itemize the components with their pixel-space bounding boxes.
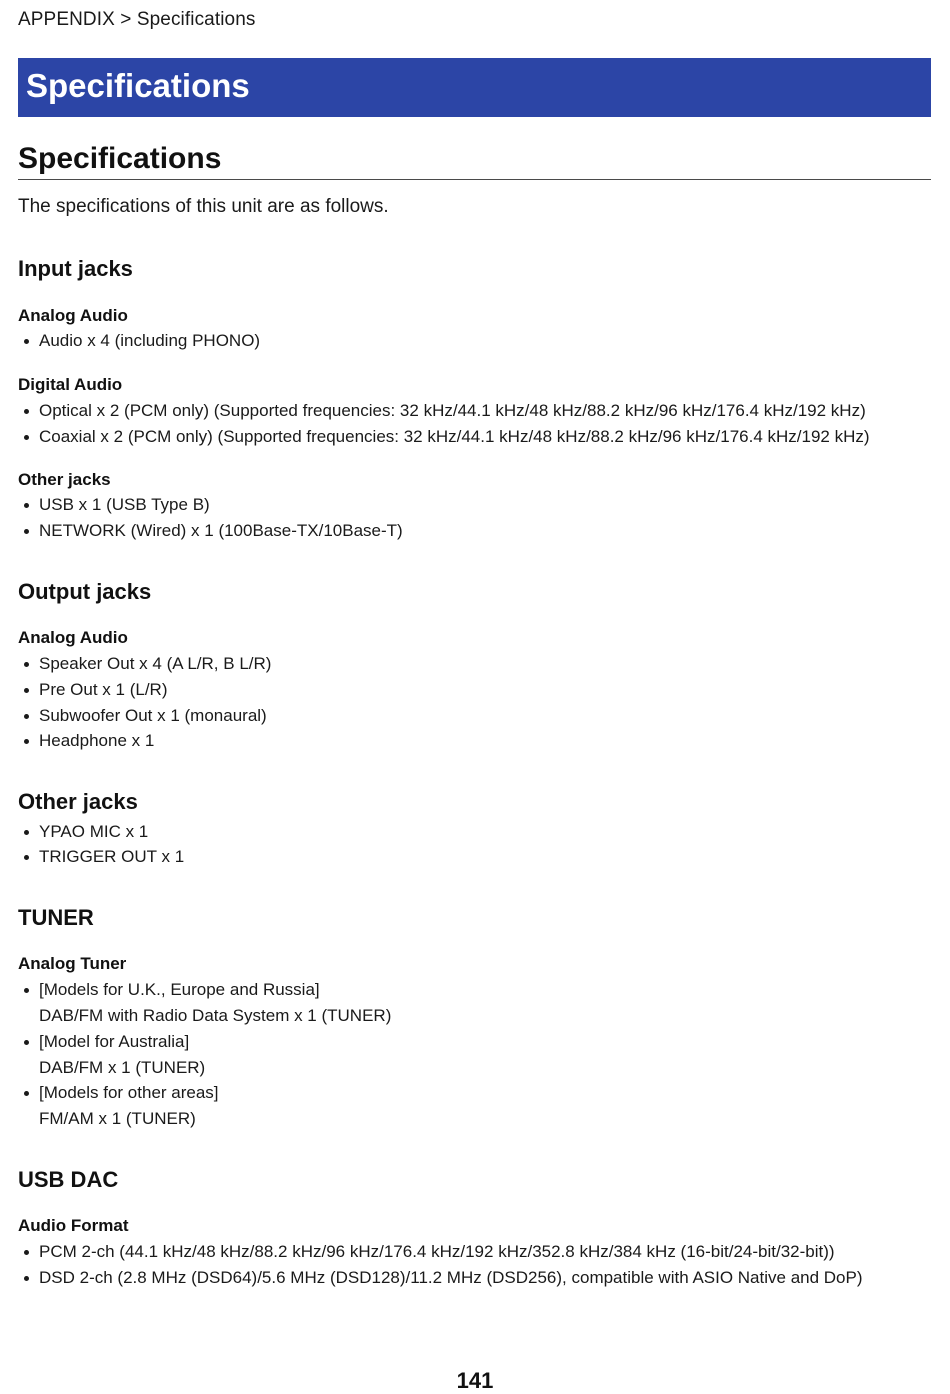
list-item: Subwoofer Out x 1 (monaural)	[39, 706, 267, 725]
banner-title: Specifications	[26, 67, 250, 104]
list-item: [Models for other areas]	[39, 1083, 219, 1102]
list-item: YPAO MIC x 1	[39, 822, 149, 841]
list-item-continuation: FM/AM x 1 (TUNER)	[39, 1109, 196, 1128]
list-item: Pre Out x 1 (L/R)	[39, 680, 168, 699]
list-item: [Models for U.K., Europe and Russia]	[39, 980, 320, 999]
heading-usb-dac: USB DAC	[18, 1167, 119, 1192]
heading-other-jacks: Other jacks	[18, 789, 138, 814]
list-item-continuation: DAB/FM x 1 (TUNER)	[39, 1058, 206, 1077]
list-item: Audio x 4 (including PHONO)	[39, 331, 261, 350]
breadcrumb: APPENDIX > Specifications	[18, 9, 256, 30]
subheading-analog-audio-input: Analog Audio	[18, 306, 128, 325]
subheading-other-jacks-input: Other jacks	[18, 470, 111, 489]
list-item: Speaker Out x 4 (A L/R, B L/R)	[39, 654, 272, 673]
list-item: USB x 1 (USB Type B)	[39, 495, 210, 514]
list-item-continuation: DAB/FM with Radio Data System x 1 (TUNER)	[39, 1006, 392, 1025]
list-item: [Model for Australia]	[39, 1032, 190, 1051]
list-item: TRIGGER OUT x 1	[39, 847, 185, 866]
subheading-analog-tuner: Analog Tuner	[18, 954, 127, 973]
list-item: NETWORK (Wired) x 1 (100Base-TX/10Base-T)	[39, 521, 403, 540]
subheading-audio-format: Audio Format	[18, 1216, 129, 1235]
heading-output-jacks: Output jacks	[18, 579, 152, 604]
subheading-digital-audio-input: Digital Audio	[18, 375, 123, 394]
intro-text: The specifications of this unit are as follows.	[18, 196, 389, 217]
chapter-banner	[18, 58, 931, 117]
list-item: Coaxial x 2 (PCM only) (Supported frequencies: 32 kHz/44.1 kHz/48 kHz/88.2 kHz/96 kHz/176.4 kHz/192 kHz)	[39, 427, 870, 446]
list-item: Headphone x 1	[39, 731, 155, 750]
list-item: DSD 2-ch (2.8 MHz (DSD64)/5.6 MHz (DSD128)/11.2 MHz (DSD256), compatible with ASIO Native and DoP)	[39, 1268, 863, 1287]
page-number: 141	[456, 1368, 494, 1393]
heading-input-jacks: Input jacks	[18, 256, 133, 281]
heading-tuner: TUNER	[18, 905, 94, 930]
list-item: Optical x 2 (PCM only) (Supported frequencies: 32 kHz/44.1 kHz/48 kHz/88.2 kHz/96 kHz/176.4 kHz/192 kHz)	[39, 401, 866, 420]
section-title: Specifications	[18, 142, 222, 175]
list-item: PCM 2-ch (44.1 kHz/48 kHz/88.2 kHz/96 kHz/176.4 kHz/192 kHz/352.8 kHz/384 kHz (16-bit/24-bit/32-bit))	[39, 1242, 835, 1261]
section-divider	[18, 179, 931, 180]
subheading-analog-audio-output: Analog Audio	[18, 628, 128, 647]
